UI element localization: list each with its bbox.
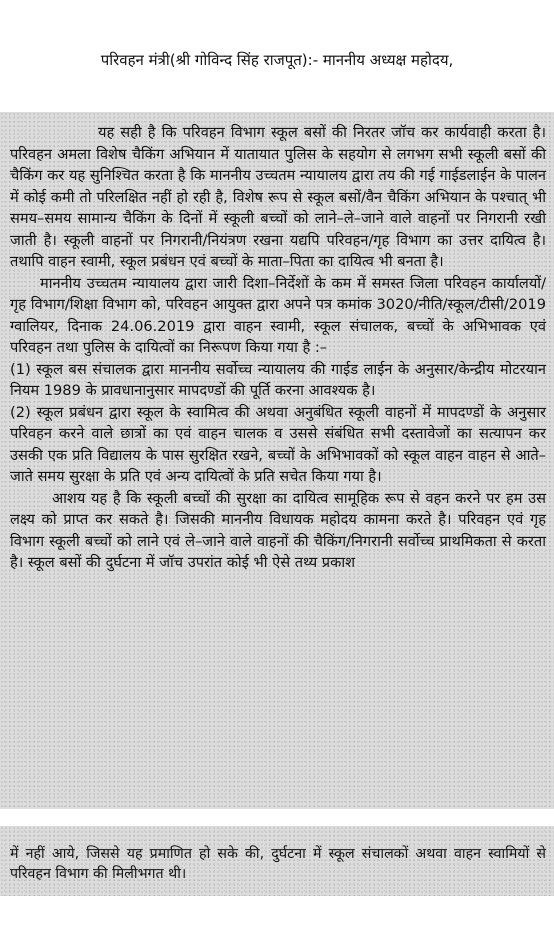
speaker-heading: परिवहन मंत्री(श्री गोविन्द सिंह राजपूत):- माननीय अध्यक्ष महोदय, xyxy=(100,51,454,69)
answer-text-block xyxy=(0,112,554,809)
paragraph-point-2: (2) स्कूल प्रबंधन द्वारा स्कूल के स्वामित्व की अथवा अनुबंधित स्कूली वाहनों में मापदण्डों के अनुसार परिवहन करने वाले छात्रों का एवं वाहन चालक व उससे संबंधित सभी दस्तावेजों का सत्यापन कर उसकी एक प्रति विद्यालय के पास सुरक्षित रखने, बच्चों के अभिभावकों को स्कूल वाहन वाहन से आते–जाते समय सुरक्षा के प्रति एवं अन्य दायित्वों के प्रति सचेत किया गया है। xyxy=(10,403,546,485)
paragraph-continuation: में नहीं आये, जिससे यह प्रमाणित हो सके की, दुर्घटना में स्कूल संचालकों अथवा वाहन स्वामियों से परिवहन विभाग की मिलीभगत थी। xyxy=(10,846,546,882)
paragraph-point-1: (1) स्कूल बस संचालक द्वारा माननीय सर्वोच्च न्यायालय की गाईड लाईन के अनुसार/केन्द्रीय मोटरयान नियम 1989 के प्रावधानानुसार मापदण्डों की पूर्ति करना आवश्यक है। xyxy=(10,360,546,399)
paragraph-conclusion: आशय यह है कि स्कूली बच्चों की सुरक्षा का दायित्व सामूहिक रूप से वहन करने पर हम उस लक्ष्य को प्राप्त कर सकते है। जिसकी माननीय विधायक महोदय कामना करते है। परिवहन एवं गृह विभाग स्कूली बच्चों को लाने एवं ले–जाने वाले वाहनों की चैकिंग/निगरानी सर्वोच्च प्राथमिकता से करता है। स्कूल बसों की दुर्घटना में जॉच उपरांत कोई भी ऐसे तथ्य प्रकाश xyxy=(10,489,546,571)
paragraph-checking: यह सही है कि परिवहन विभाग स्कूल बसों की निरतर जॉच कर कार्यवाही करता है। परिवहन अमला विशेष चैकिंग अभियान में यातायात पुलिस के सहयोग से लगभग सभी स्कूली बसों की चैकिंग कर यह सुनिश्चित करता है कि माननीय उच्चतम न्यायालय द्वारा तय की गई गाईडलाईन के पालन में कोई कमी तो परिलक्षित नहीं हो रही है, विशेष रूप से स्कूल बसों/वैन चैकिंग अभियान के पश्चात् भी समय–समय सामान्य चैकिंग के दिनों में स्कूली बच्चों को लाने–ले–जाने वाले वाहनों पर निगरानी रखी जाती है। स्कूली वाहनों पर निगरानी/नियंत्रण रखना यद्यपि परिवहन/गृह विभाग का उत्तर दायित्व है। तथापि वाहन स्वामी, स्कूल प्रबंधन एवं बच्चों के माता–पिता का दायित्व भी बनता है। xyxy=(10,124,546,270)
paragraph-guidelines: माननीय उच्चतम न्यायालय द्वारा जारी दिशा–निर्देशों के कम में समस्त जिला परिवहन कार्यालयों/गृह विभाग/शिक्षा विभाग को, परिवहन आयुक्त द्वारा अपने पत्र कमांक 3020/नीति/स्कूल/टीसी/2019 ग्वालियर, दिनाक 24.06.2019 द्वारा वाहन स्वामी, स्कूल संचालक, बच्चों के अभिभावक एवं परिवहन तथा पुलिस के दायित्वों का निरूपण किया गया है :– xyxy=(10,274,546,356)
continuation-text-block xyxy=(0,826,554,896)
